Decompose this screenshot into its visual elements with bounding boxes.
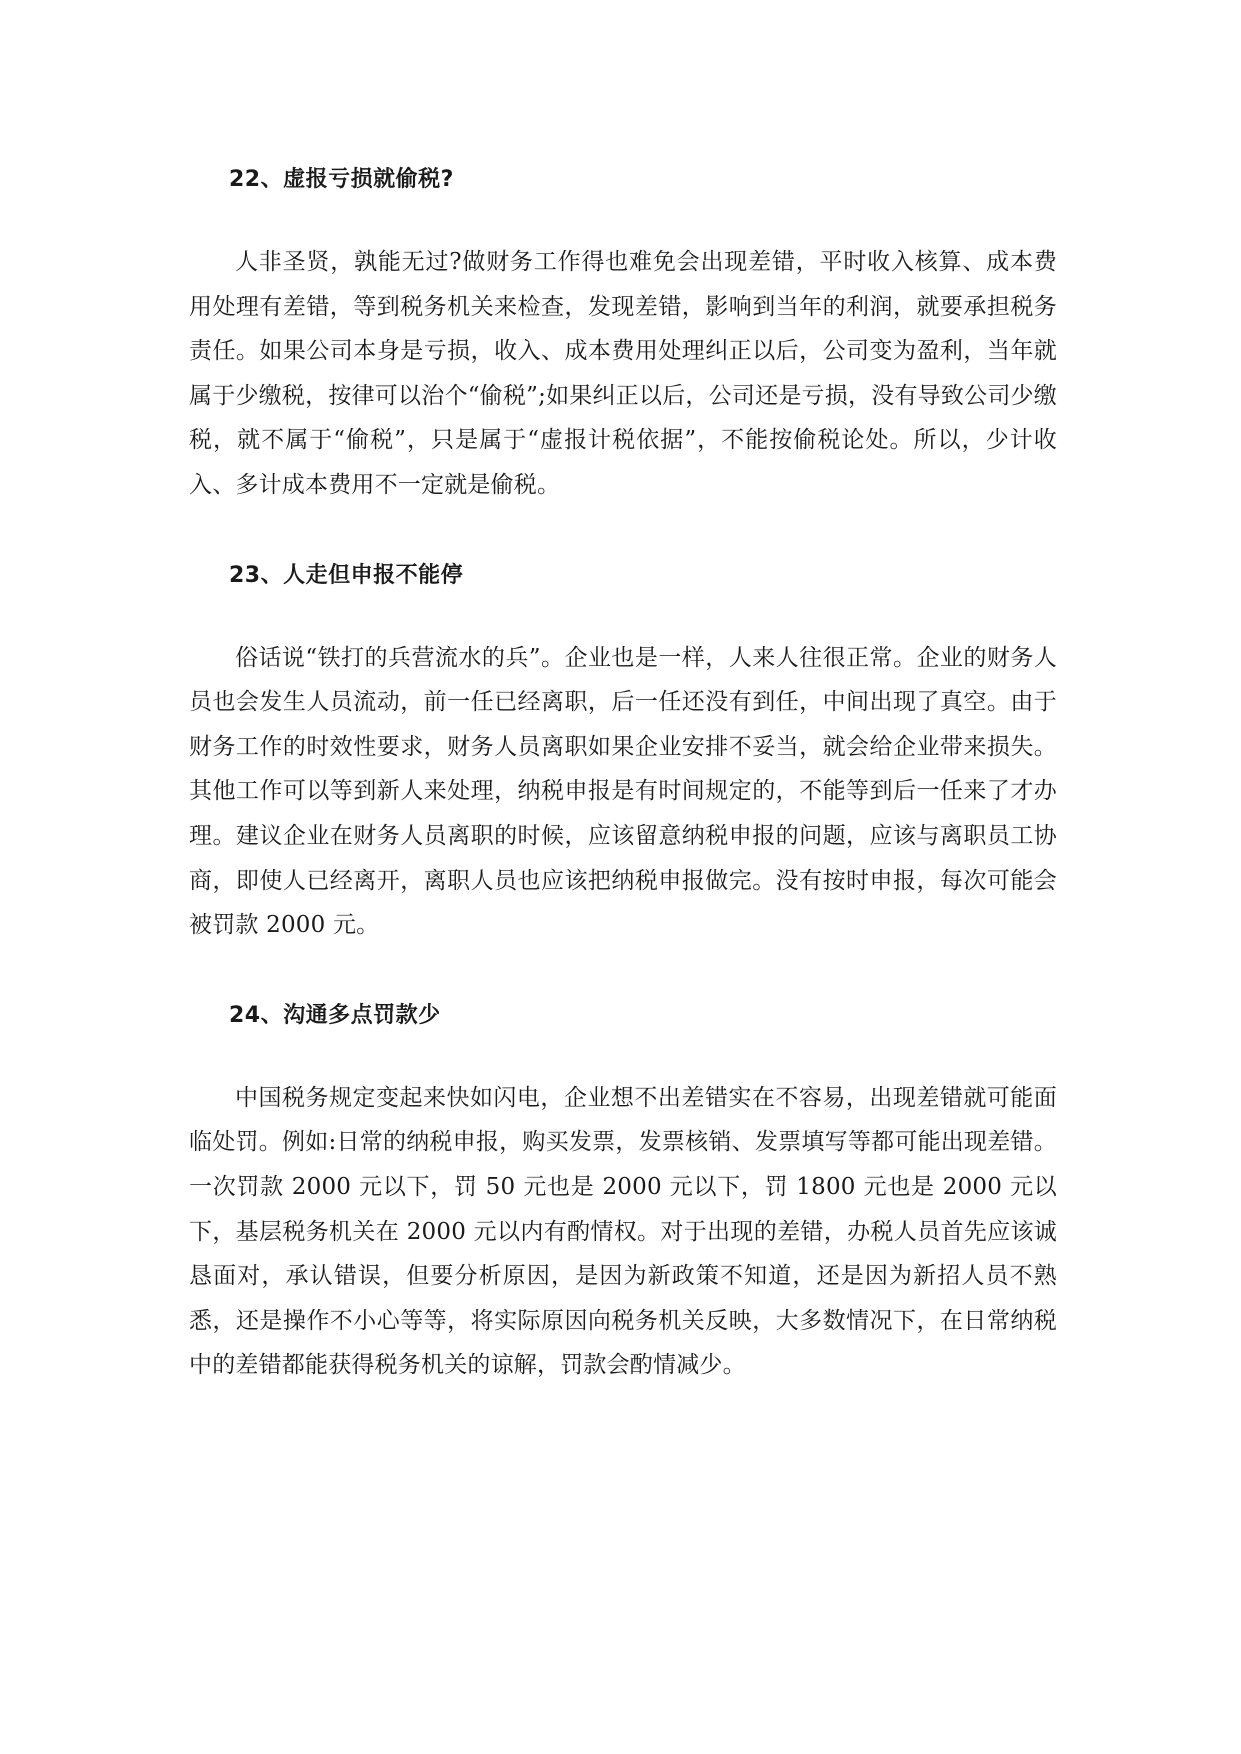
section-paragraph-22: 人非圣贤，孰能无过?做财务工作得也难免会出现差错，平时收入核算、成本费用处理有差错，等到税务机关来检查，发现差错，影响到当年的利润，就要承担税务责任。如果公司本身是亏损，收入、成本费用处理纠正以后，公司变为盈利，当年就属于少缴税，按律可以治个“偷税”;如果纠正以后，公司还是亏损，没有导致公司少缴税，就不属于“偷税”，只是属于“虚报计税依据”，不能按偷税论处。所以，少计收入、多计成本费用不一定就是偷税。 — [189, 249, 1057, 498]
section-paragraph-24: 中国税务规定变起来快如闪电，企业想不出差错实在不容易，出现差错就可能面临处罚。例如:日常的纳税申报，购买发票，发票核销、发票填写等都可能出现差错。一次罚款 2000 元以下，罚 50 元也是 2000 元以下，罚 1800 元也是 2000 元以下，基层税务机关在 2000 元以内有酌情权。对于出现的差错，办税人员首先应该诚恳面对，承认错误，但要分析原因，是因为新政策不知道，还是因为新招人员不熟悉，还是操作不小心等等，将实际原因向税务机关反映，大多数情况下，在日常纳税中的差错都能获得税务机关的谅解，罚款会酌情减少。 — [189, 1084, 1057, 1379]
spacer — [189, 1036, 1057, 1076]
document-body — [189, 160, 1057, 1388]
spacer — [189, 200, 1057, 240]
spacer — [189, 508, 1057, 556]
spacer — [189, 596, 1057, 636]
section-heading-22: 22、虚报亏损就偷税? — [229, 167, 454, 192]
section-paragraph-23: 俗话说“铁打的兵营流水的兵”。企业也是一样，人来人往很正常。企业的财务人员也会发生人员流动，前一任已经离职，后一任还没有到任，中间出现了真空。由于财务工作的时效性要求，财务人员离职如果企业安排不妥当，就会给企业带来损失。其他工作可以等到新人来处理，纳税申报是有时间规定的，不能等到后一任来了才办理。建议企业在财务人员离职的时候，应该留意纳税申报的问题，应该与离职员工协商，即使人已经离开，离职人员也应该把纳税申报做完。没有按时申报，每次可能会被罚款 2000 元。 — [189, 644, 1057, 939]
section-heading-23: 23、人走但申报不能停 — [229, 562, 464, 588]
section-heading-24: 24、沟通多点罚款少 — [229, 1002, 441, 1028]
spacer — [189, 948, 1057, 996]
